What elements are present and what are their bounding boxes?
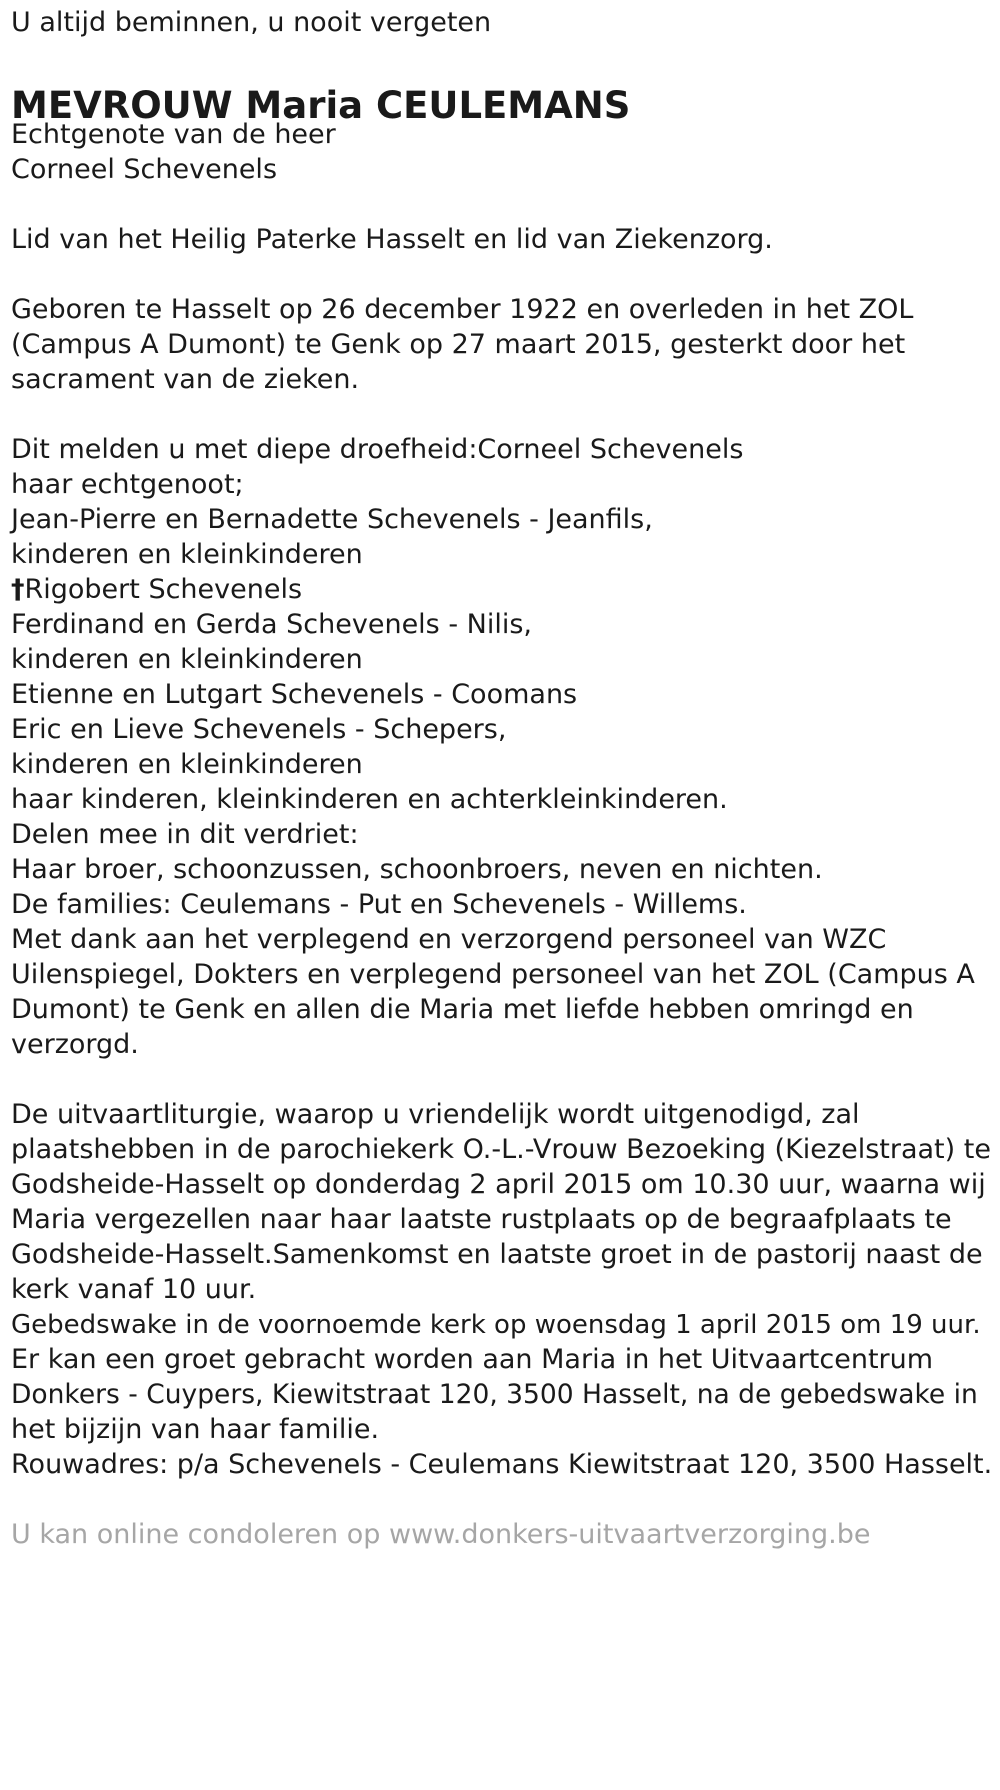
membership-text: Lid van het Heilig Paterke Hasselt en lid van Ziekenzorg. — [11, 224, 773, 255]
announcement-line-15: Met dank aan het verplegend en verzorgend personeel van WZC — [11, 924, 887, 955]
announcement-line-1: Dit melden u met diepe droefheid:Corneel Schevenels — [11, 434, 744, 465]
birth-death-line-2: (Campus A Dumont) te Genk op 27 maart 2015, gesterkt door het — [11, 329, 906, 360]
funeral-line-4: Maria vergezellen naar haar laatste rustplaats op de begraafplaats te — [11, 1204, 952, 1235]
announcement-line-10: kinderen en kleinkinderen — [11, 749, 363, 780]
funeral-line-11: Rouwadres: p/a Schevenels - Ceulemans Kiewitstraat 120, 3500 Hasselt. — [11, 1449, 993, 1480]
announcement-line-17: Dumont) te Genk en allen die Maria met liefde hebben omringd en — [11, 994, 914, 1025]
funeral-line-5: Godsheide-Hasselt.Samenkomst en laatste groet in de pastorij naast de — [11, 1239, 983, 1270]
birth-death-line-1: Geboren te Hasselt op 26 december 1922 en overleden in het ZOL — [11, 294, 914, 325]
funeral-line-1: De uitvaartliturgie, waarop u vriendelijk wordt uitgenodigd, zal — [11, 1099, 860, 1130]
announcement-line-7: kinderen en kleinkinderen — [11, 644, 363, 675]
announcement-line-5 — [11, 570, 302, 610]
relation-line-2: Corneel Schevenels — [11, 154, 278, 185]
announcement-line-18: verzorgd. — [11, 1029, 139, 1060]
funeral-line-3: Godsheide-Hasselt op donderdag 2 april 2015 om 10.30 uur, waarna wij — [11, 1169, 986, 1200]
announcement-line-2: haar echtgenoot; — [11, 469, 244, 500]
announcement-line-9: Eric en Lieve Schevenels - Schepers, — [11, 714, 507, 745]
announcement-line-4: kinderen en kleinkinderen — [11, 539, 363, 570]
birth-death-line-3: sacrament van de zieken. — [11, 364, 360, 395]
cross-icon: † — [11, 574, 25, 605]
announcement-line-8: Etienne en Lutgart Schevenels - Coomans — [11, 679, 578, 710]
announcement-line-11: haar kinderen, kleinkinderen en achterkleinkinderen. — [11, 784, 728, 815]
announcement-line-12: Delen mee in dit verdriet: — [11, 819, 359, 850]
condolence-link[interactable]: U kan online condoleren op www.donkers-uitvaartverzorging.be — [11, 1519, 871, 1550]
announcement-line-16: Uilenspiegel, Dokters en verplegend personeel van het ZOL (Campus A — [11, 959, 975, 990]
funeral-line-10: het bijzijn van haar familie. — [11, 1414, 380, 1445]
funeral-line-8: Er kan een groet gebracht worden aan Maria in het Uitvaartcentrum — [11, 1344, 934, 1375]
deceased-name: MEVROUW Maria CEULEMANS — [11, 84, 631, 127]
funeral-line-9: Donkers - Cuypers, Kiewitstraat 120, 3500 Hasselt, na de gebedswake in — [11, 1379, 978, 1410]
announcement-line-13: Haar broer, schoonzussen, schoonbroers, neven en nichten. — [11, 854, 823, 885]
funeral-line-6: kerk vanaf 10 uur. — [11, 1274, 257, 1305]
announcement-line-3: Jean-Pierre en Bernadette Schevenels - Jeanfils, — [11, 504, 653, 535]
deceased-son-name: Rigobert Schevenels — [24, 574, 303, 605]
announcement-line-6: Ferdinand en Gerda Schevenels - Nilis, — [11, 609, 533, 640]
funeral-line-2: plaatshebben in de parochiekerk O.-L.-Vrouw Bezoeking (Kiezelstraat) te — [11, 1134, 991, 1165]
relation-line-1: Echtgenote van de heer — [11, 119, 336, 150]
tagline: U altijd beminnen, u nooit vergeten — [11, 7, 492, 38]
announcement-line-14: De families: Ceulemans - Put en Schevenels - Willems. — [11, 889, 747, 920]
funeral-line-7: Gebedswake in de voornoemde kerk op woensdag 1 april 2015 om 19 uur. — [11, 1310, 981, 1340]
